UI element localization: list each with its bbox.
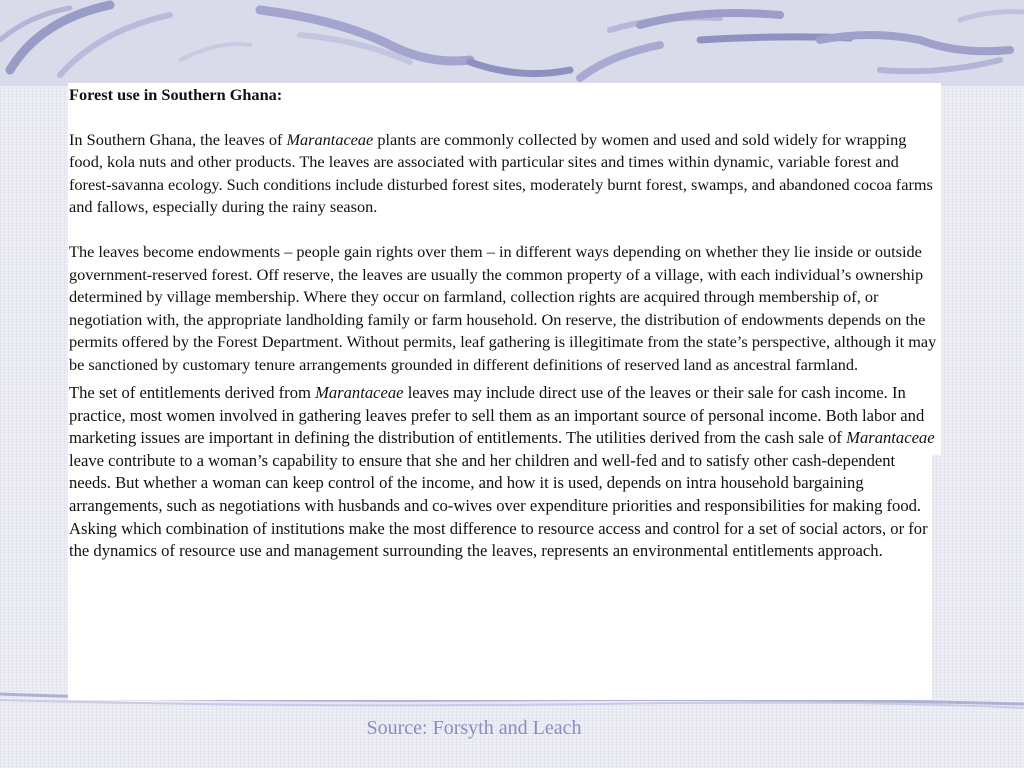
decorative-header-band bbox=[0, 0, 1024, 86]
paragraph-3-text: The set of entitlements derived from bbox=[69, 383, 316, 402]
document-title: Forest use in Southern Ghana: bbox=[69, 85, 283, 104]
species-name-italic: Marantaceae bbox=[846, 428, 935, 448]
paragraph-2: The leaves become endowments – people gain rights over them – in different ways depending on whether they lie inside or outside government-reserved forest. Off reserve, the leaves are usually the common property of a village, with each individual’s ownership determined by village membership. Where they occur on farmland, collection rights are acquired through membership of, or negotiation with, the appropriate landholding family or farm household. On reserve, the distribution of endowments depends on the permits offered by the Forest Department. Without permits, leaf gathering is illegitimate from the state’s perspective, although it may be sanctioned by customary tenure arrangements grounded in different definitions of reserved land as ancestral farmland. bbox=[69, 242, 937, 374]
swoosh-pattern-icon bbox=[0, 0, 1024, 86]
paragraph-1-text: plants are commonly collected by women and used and sold widely for wrapping food, kola nuts and other products. The leaves are associated with particular sites and times within dynamic, variable forest and forest-savanna ecology. Such conditions include disturbed forest sites, moderately burnt forest, swamps, and abandoned cocoa farms and fallows, especially during the rainy season. bbox=[69, 129, 933, 216]
document-body bbox=[69, 84, 941, 563]
paragraph-1-text: In Southern Ghana, the leaves of bbox=[69, 129, 287, 149]
paragraph-3 bbox=[69, 382, 939, 563]
source-citation: Source: Forsyth and Leach bbox=[366, 717, 582, 739]
paragraph-3-text: leaves may include direct use of the leaves or their sale for cash income. In practice, most women involved in gathering leaves prefer to sell them as an important source of personal income. Both labor and marketing issues are important in defining the distribution of entitlements. The utilities derived from the cash sale of bbox=[69, 383, 925, 448]
paragraph-3-text: leave contribute to a woman’s capability to ensure that she and her children and well-fed and to satisfy other cash-dependent needs. But whether a woman can keep control of the income, and how it is used, depends on intra household bargaining arrangements, such as negotiations with husbands and co-wives over expenditure priorities and responsibilities for making food. Asking which combination of institutions make the most difference to resource access and control for a set of social actors, or for the dynamics of resource use and management surrounding the leaves, represents an environmental entitlements approach. bbox=[69, 450, 928, 561]
paragraph-1 bbox=[69, 129, 941, 219]
species-name-italic: Marantaceae bbox=[286, 129, 374, 149]
species-name-italic: Marantaceae bbox=[315, 383, 404, 402]
